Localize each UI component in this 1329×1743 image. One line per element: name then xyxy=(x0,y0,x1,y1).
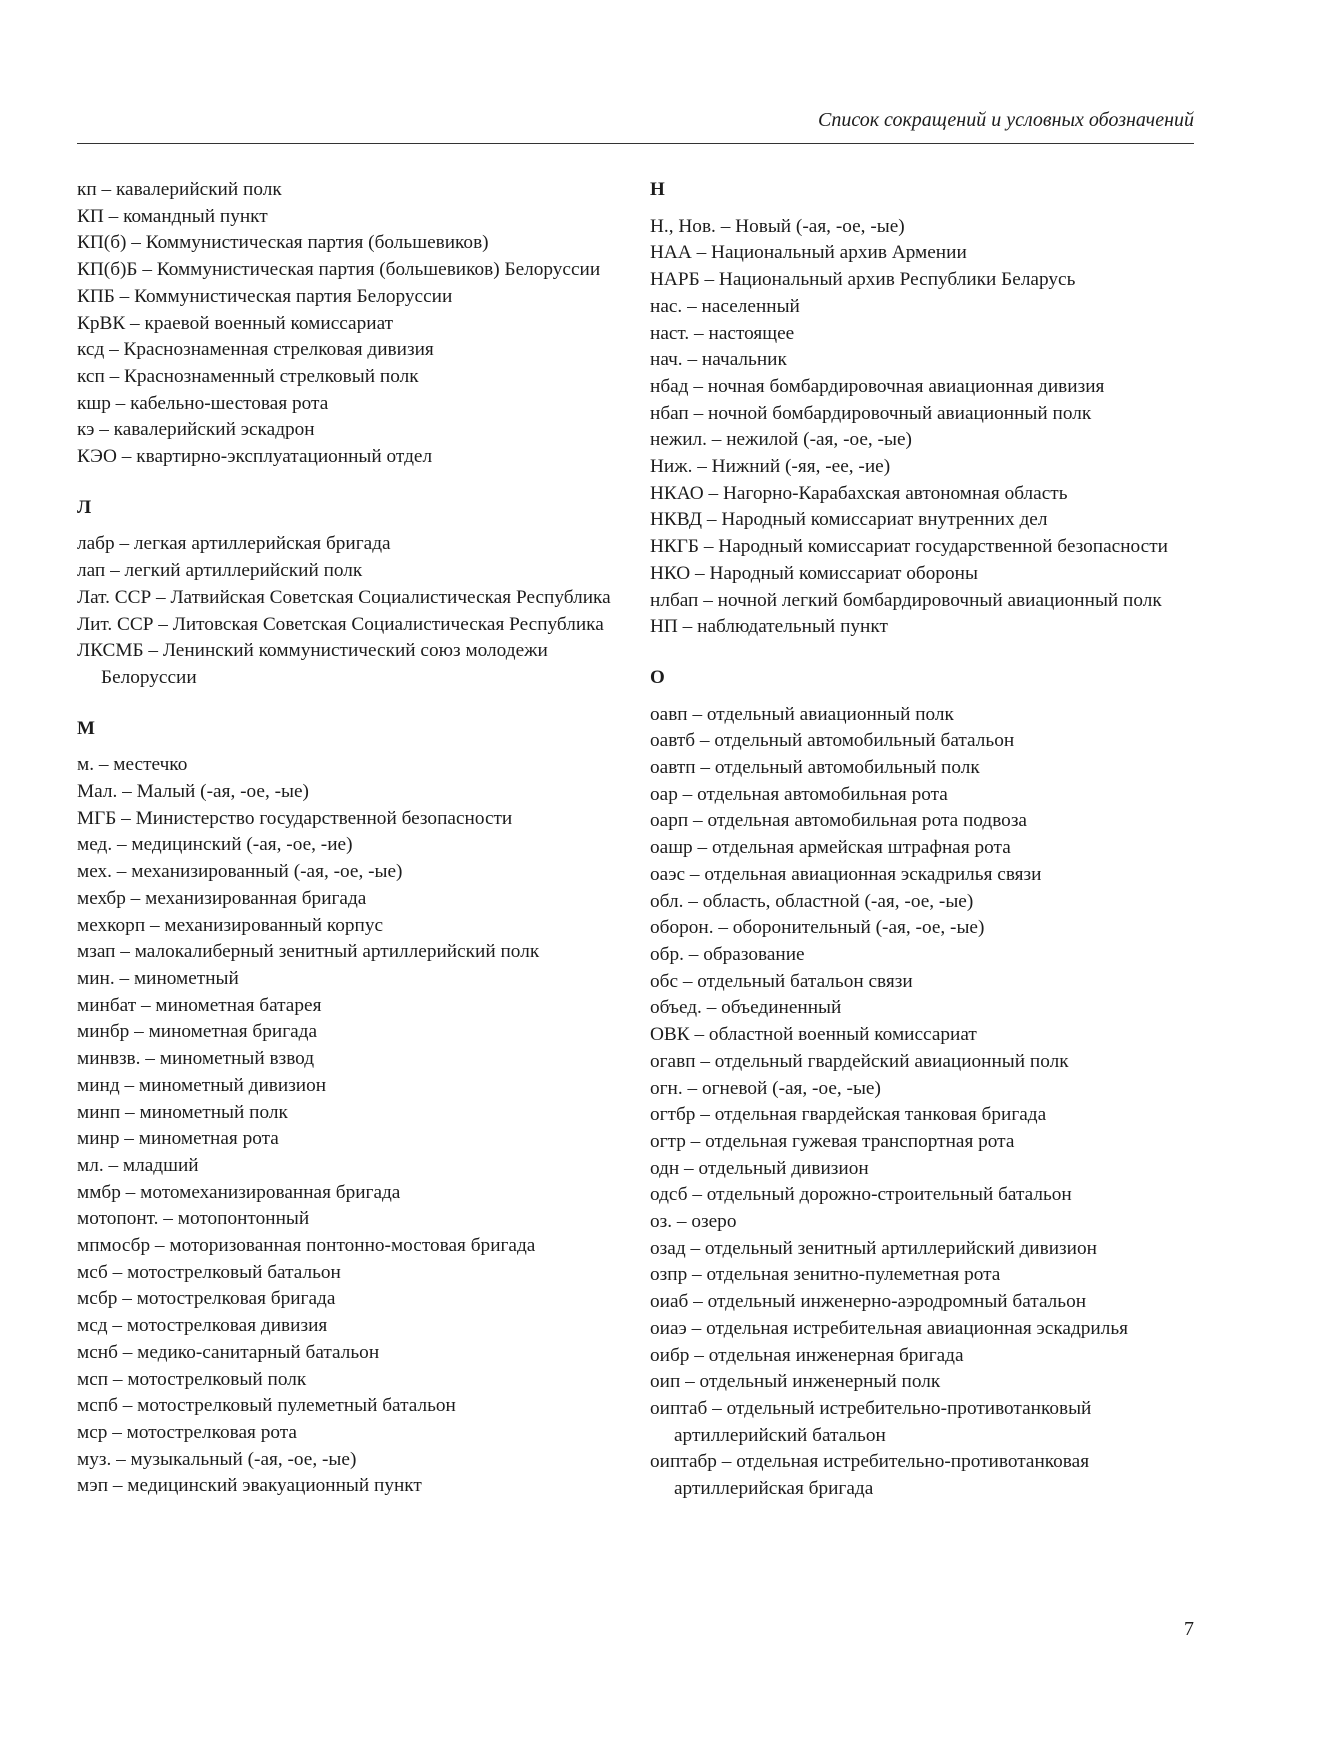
abbreviation-entry: одн – отдельный дивизион xyxy=(650,1157,869,1179)
abbreviation-entry: нас. – населенный xyxy=(650,295,800,317)
abbreviation-entry: нлбап – ночной легкий бомбардировочный авиационный полк xyxy=(650,589,1162,611)
abbreviation-entry: минп – минометный полк xyxy=(77,1101,288,1123)
abbreviation-entry: нбап – ночной бомбардировочный авиационный полк xyxy=(650,402,1092,424)
abbreviation-entry: Н., Нов. – Новый (-ая, -ое, -ые) xyxy=(650,215,905,237)
abbreviation-entry: НКВД – Народный комиссариат внутренних дел xyxy=(650,509,1048,531)
abbreviation-entry: оибр – отдельная инженерная бригада xyxy=(650,1344,964,1366)
abbreviation-entry: кп – кавалерийский полк xyxy=(77,179,282,200)
abbreviation-entry: оавп – отдельный авиационный полк xyxy=(650,703,954,725)
abbreviation-entry: мсд – мотострелковая дивизия xyxy=(77,1315,328,1337)
abbreviation-entry: одсб – отдельный дорожно-строительный батальон xyxy=(650,1184,1072,1206)
abbreviation-entry: оаэс – отдельная авиационная эскадрилья связи xyxy=(650,863,1042,885)
abbreviation-entry: НКО – Народный комиссариат обороны xyxy=(650,562,978,584)
right-column xyxy=(650,177,1200,1527)
abbreviation-entry: ммбр – мотомеханизированная бригада xyxy=(77,1181,401,1203)
abbreviation-entry: КП(б) – Коммунистическая партия (большевиков) xyxy=(77,232,489,254)
section-m xyxy=(77,716,637,1500)
abbreviation-entry: НКГБ – Народный комиссариат государственной безопасности xyxy=(650,536,1168,558)
abbreviation-entry: мср – мотострелковая рота xyxy=(77,1421,297,1443)
abbreviation-entry: лабр – легкая артиллерийская бригада xyxy=(77,533,391,555)
section-k-continued xyxy=(77,177,637,471)
abbreviation-entry: Ниж. – Нижний (-яя, -ее, -ие) xyxy=(650,456,891,478)
abbreviation-entry: нежил. – нежилой (-ая, -ое, -ые) xyxy=(650,429,912,451)
abbreviation-entry: озпр – отдельная зенитно-пулеметная рота xyxy=(650,1264,1001,1286)
abbreviation-entry: огн. – огневой (-ая, -ое, -ые) xyxy=(650,1077,881,1099)
abbreviation-entry: оавтп – отдельный автомобильный полк xyxy=(650,757,980,779)
abbreviation-entry: кэ – кавалерийский эскадрон xyxy=(77,419,315,441)
abbreviation-entry: оар – отдельная автомобильная рота xyxy=(650,783,948,805)
abbreviation-entry: НКАО – Нагорно-Карабахская автономная область xyxy=(650,482,1068,504)
abbreviation-entry: обл. – область, областной (-ая, -ое, -ые) xyxy=(650,890,974,912)
abbreviation-entry: ЛКСМБ – Ленинский коммунистический союз молодежи Белоруссии xyxy=(77,640,548,688)
abbreviation-entry: озад – отдельный зенитный артиллерийский дивизион xyxy=(650,1237,1097,1259)
abbreviation-entry: МГБ – Министерство государственной безопасности xyxy=(77,807,513,829)
abbreviation-entry: огтр – отдельная гужевая транспортная рота xyxy=(650,1130,1015,1152)
abbreviation-entry: оиптаб – отдельный истребительно-противотанковый артиллерийский батальон xyxy=(650,1397,1092,1446)
abbreviation-entry: мл. – младший xyxy=(77,1154,199,1176)
abbreviation-entry: огавп – отдельный гвардейский авиационный полк xyxy=(650,1050,1069,1072)
abbreviation-entry: минвзв. – минометный взвод xyxy=(77,1048,315,1070)
abbreviation-entry: обр. – образование xyxy=(650,943,805,965)
abbreviation-entry: м. – местечко xyxy=(77,754,188,776)
running-header: Список сокращений и условных обозначений xyxy=(817,109,1194,131)
abbreviation-entry: КПБ – Коммунистическая партия Белоруссии xyxy=(77,285,453,307)
abbreviation-entry: КЭО – квартирно-эксплуатационный отдел xyxy=(77,446,433,468)
section-l xyxy=(77,495,637,692)
abbreviation-entry: оз. – озеро xyxy=(650,1211,737,1233)
abbreviation-entry: нач. – начальник xyxy=(650,349,787,371)
abbreviation-entry: мсп – мотострелковый полк xyxy=(77,1368,307,1390)
abbreviation-entry: мотопонт. – мотопонтонный xyxy=(77,1208,310,1230)
section-heading-l: Л xyxy=(77,496,92,518)
abbreviation-entry: наст. – настоящее xyxy=(650,322,795,344)
section-o xyxy=(650,665,1200,1503)
abbreviation-entry: НП – наблюдательный пункт xyxy=(650,616,888,638)
abbreviation-entry: КП – командный пункт xyxy=(77,205,268,227)
abbreviation-entry: мех. – механизированный (-ая, -ое, -ые) xyxy=(77,861,403,883)
abbreviation-entry: минбат – минометная батарея xyxy=(77,994,322,1016)
abbreviation-entry: мпмосбр – моторизованная понтонно-мостовая бригада xyxy=(77,1235,536,1257)
section-heading-n: Н xyxy=(650,179,665,200)
page-number: 7 xyxy=(1184,1618,1194,1640)
section-heading-m: М xyxy=(77,717,95,739)
abbreviation-entry: лап – легкий артиллерийский полк xyxy=(77,560,363,582)
section-heading-o: О xyxy=(650,666,665,688)
abbreviation-entry: мэп – медицинский эвакуационный пункт xyxy=(77,1475,422,1497)
abbreviation-entry: мсб – мотострелковый батальон xyxy=(77,1261,341,1283)
abbreviation-entry: КП(б)Б – Коммунистическая партия (большевиков) Белоруссии xyxy=(77,259,601,281)
abbreviation-entry: Лат. ССР – Латвийская Советская Социалистическая Республика xyxy=(77,586,611,608)
abbreviation-entry: мснб – медико-санитарный батальон xyxy=(77,1341,380,1363)
abbreviation-entry: кшр – кабельно-шестовая рота xyxy=(77,392,329,414)
abbreviation-entry: ксп – Краснознаменный стрелковый полк xyxy=(77,365,419,387)
abbreviation-entry: объед. – объединенный xyxy=(650,997,842,1019)
abbreviation-entry: оиаб – отдельный инженерно-аэродромный батальон xyxy=(650,1291,1087,1313)
left-column xyxy=(77,177,637,1524)
abbreviation-entry: минбр – минометная бригада xyxy=(77,1021,318,1043)
abbreviation-entry: оборон. – оборонительный (-ая, -ое, -ые) xyxy=(650,917,985,939)
abbreviation-entry: мин. – минометный xyxy=(77,967,239,989)
abbreviation-entry: КрВК – краевой военный комиссариат xyxy=(77,312,394,334)
abbreviation-entry: мспб – мотострелковый пулеметный батальон xyxy=(77,1395,456,1417)
abbreviation-entry: минд – минометный дивизион xyxy=(77,1074,327,1096)
header-rule xyxy=(77,143,1194,144)
abbreviation-entry: нбад – ночная бомбардировочная авиационная дивизия xyxy=(650,375,1105,397)
abbreviation-entry: оиптабр – отдельная истребительно-противотанковая артиллерийская бригада xyxy=(650,1451,1090,1500)
abbreviation-entry: обс – отдельный батальон связи xyxy=(650,970,913,992)
abbreviation-entry: ксд – Краснознаменная стрелковая дивизия xyxy=(77,339,434,361)
abbreviation-entry: НАРБ – Национальный архив Республики Беларусь xyxy=(650,269,1076,291)
abbreviation-entry: мехкорп – механизированный корпус xyxy=(77,914,384,936)
abbreviation-entry: оип – отдельный инженерный полк xyxy=(650,1371,941,1393)
abbreviation-entry: оашр – отдельная армейская штрафная рота xyxy=(650,837,1011,859)
abbreviation-entry: муз. – музыкальный (-ая, -ое, -ые) xyxy=(77,1448,357,1470)
abbreviation-entry: мсбр – мотострелковая бригада xyxy=(77,1288,336,1310)
abbreviation-entry: оавтб – отдельный автомобильный батальон xyxy=(650,730,1015,752)
abbreviation-entry: мехбр – механизированная бригада xyxy=(77,887,367,909)
abbreviation-entry: огтбр – отдельная гвардейская танковая бригада xyxy=(650,1104,1047,1126)
abbreviation-entry: мзап – малокалиберный зенитный артиллерийский полк xyxy=(77,941,540,963)
abbreviation-entry: оарп – отдельная автомобильная рота подвоза xyxy=(650,810,1027,832)
abbreviation-entry: НАА – Национальный архив Армении xyxy=(650,242,967,264)
abbreviation-entry: мед. – медицинский (-ая, -ое, -ие) xyxy=(77,834,353,856)
abbreviation-entry: Лит. ССР – Литовская Советская Социалистическая Республика xyxy=(77,613,604,635)
abbreviation-entry: минр – минометная рота xyxy=(77,1128,279,1150)
section-n xyxy=(650,177,1200,641)
abbreviation-entry: Мал. – Малый (-ая, -ое, -ые) xyxy=(77,781,309,803)
abbreviation-entry: оиаэ – отдельная истребительная авиационная эскадрилья xyxy=(650,1317,1129,1339)
abbreviation-entry: ОВК – областной военный комиссариат xyxy=(650,1024,977,1046)
